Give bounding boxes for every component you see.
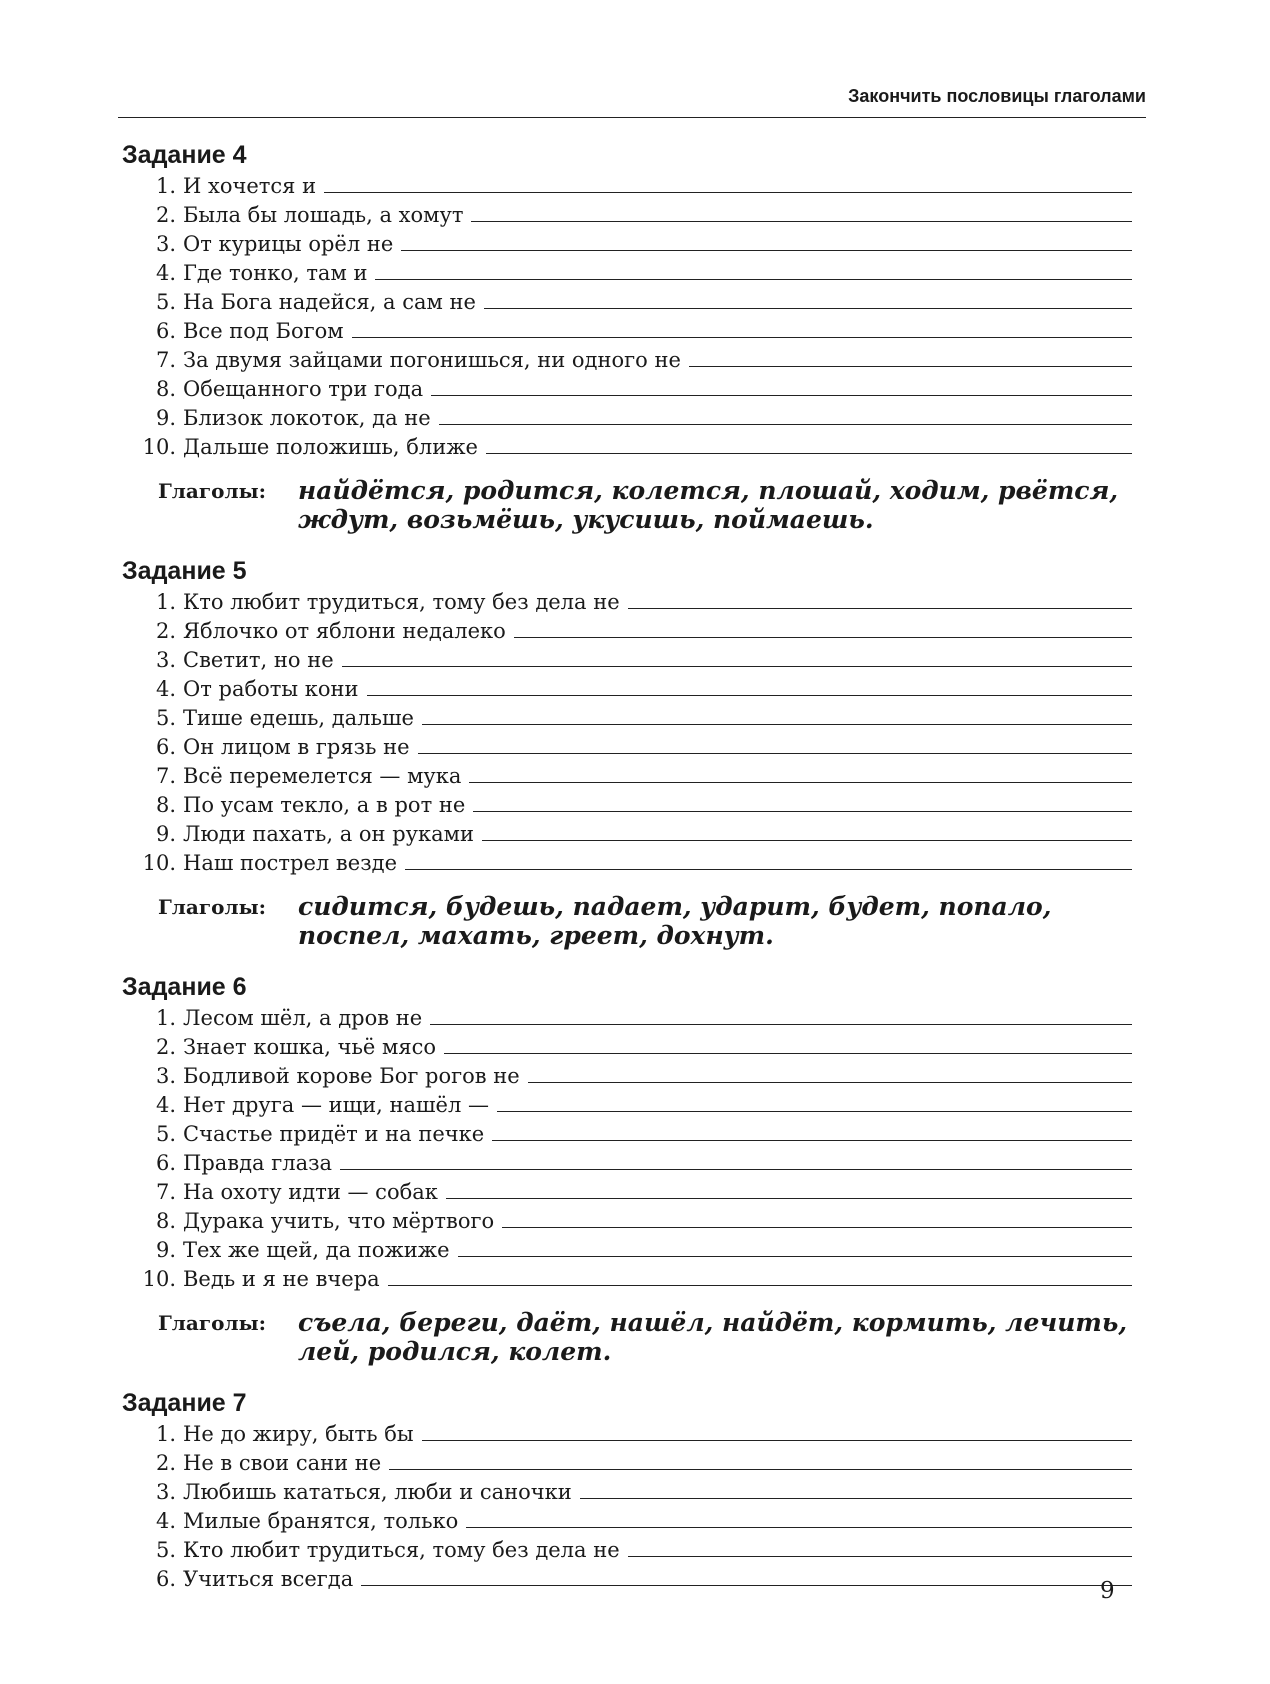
item-number: 1. [155,1422,176,1446]
answer-line[interactable] [458,1237,1133,1257]
proverb-item [122,404,1132,433]
proverb-start: Любишь кататься, люби и саночки [183,1480,572,1504]
item-number: 10. [142,1267,176,1291]
proverb-start: Где тонко, там и [183,261,368,285]
verbs-list: сидится, будешь, падает, ударит, будет, попало, поспел, махать, греет, дохнут. [298,892,1052,950]
item-number: 4. [155,1509,176,1533]
proverb-item [122,1004,1132,1033]
item-number: 4. [155,677,176,701]
verbs-block [122,476,1132,534]
answer-line[interactable] [689,347,1132,367]
answer-line[interactable] [473,792,1132,812]
verbs-label: Глаголы: [158,1311,266,1335]
proverb-start: От курицы орёл не [183,232,394,256]
answer-line[interactable] [352,318,1132,338]
verbs-label: Глаголы: [158,895,266,919]
answer-line[interactable] [430,1005,1132,1025]
proverb-item [122,588,1132,617]
proverb-start: Тех же щей, да пожиже [183,1238,450,1262]
proverb-start: И хочется и [183,174,317,198]
answer-line[interactable] [324,173,1132,193]
proverb-item [122,762,1132,791]
answer-line[interactable] [401,231,1132,251]
proverb-start: Наш пострел везде [183,851,397,875]
answer-line[interactable] [388,1266,1132,1286]
answer-line[interactable] [469,763,1132,783]
item-number: 3. [155,232,176,256]
item-number: 9. [155,1238,176,1262]
item-number: 2. [155,1451,176,1475]
proverb-item [122,646,1132,675]
item-number: 3. [155,1064,176,1088]
item-number: 6. [155,1567,176,1591]
proverb-start: Кто любит трудиться, тому без дела не [183,590,620,614]
item-number: 10. [142,435,176,459]
answer-line[interactable] [482,821,1132,841]
item-number: 6. [155,319,176,343]
proverb-item [122,820,1132,849]
proverb-start: Счастье придёт и на печке [183,1122,485,1146]
item-number: 5. [155,1538,176,1562]
proverb-start: Была бы лошадь, а хомут [183,203,464,227]
item-number: 5. [155,1122,176,1146]
proverb-item [122,433,1132,462]
answer-line[interactable] [486,434,1132,454]
proverb-start: За двумя зайцами погонишься, ни одного не [183,348,681,372]
proverb-start: Не в свои сани не [183,1451,382,1475]
proverb-item [122,1091,1132,1120]
proverb-list [122,588,1132,878]
proverb-item [122,1420,1132,1449]
item-number: 5. [155,290,176,314]
proverb-start: Всё перемелется — мука [183,764,462,788]
proverb-start: От работы кони [183,677,359,701]
proverb-item [122,1062,1132,1091]
answer-line[interactable] [340,1150,1132,1170]
item-number: 8. [155,793,176,817]
proverb-item [122,201,1132,230]
answer-line[interactable] [431,376,1132,396]
answer-line[interactable] [367,676,1132,696]
proverb-item [122,849,1132,878]
answer-line[interactable] [375,260,1132,280]
item-number: 1. [155,590,176,614]
item-number: 7. [155,348,176,372]
answer-line[interactable] [484,289,1132,309]
proverb-item [122,1478,1132,1507]
item-number: 9. [155,822,176,846]
proverb-item [122,1565,1132,1594]
answer-line[interactable] [466,1508,1132,1528]
verbs-block [122,892,1132,950]
proverb-item [122,1507,1132,1536]
item-number: 9. [155,406,176,430]
proverb-start: Тише едешь, дальше [183,706,414,730]
proverb-item [122,1265,1132,1294]
verbs-label: Глаголы: [158,479,266,503]
proverb-item [122,1149,1132,1178]
proverb-item [122,375,1132,404]
proverb-item [122,733,1132,762]
verbs-block [122,1308,1132,1366]
verbs-list: найдётся, родится, колется, плошай, ходим, рвётся, ждут, возьмёшь, укусишь, поймаешь. [298,476,1119,534]
answer-line[interactable] [628,1537,1132,1557]
answer-line[interactable] [580,1479,1132,1499]
proverb-list [122,172,1132,462]
proverb-item [122,259,1132,288]
item-number: 3. [155,648,176,672]
proverb-item [122,1449,1132,1478]
task-title: Задание 5 [122,557,247,585]
proverb-item [122,172,1132,201]
proverb-item [122,675,1132,704]
tasks-container [122,140,1132,1616]
proverb-start: Обещанного три года [183,377,424,401]
task-title: Задание 7 [122,1389,247,1417]
answer-line[interactable] [422,705,1132,725]
item-number: 7. [155,1180,176,1204]
proverb-item [122,230,1132,259]
task-5 [122,556,1132,950]
answer-line[interactable] [492,1121,1132,1141]
proverb-start: По усам текло, а в рот не [183,793,466,817]
answer-line[interactable] [389,1450,1132,1470]
proverb-item [122,1536,1132,1565]
item-number: 1. [155,1006,176,1030]
item-number: 4. [155,261,176,285]
task-title: Задание 6 [122,973,247,1001]
proverb-start: На Бога надейся, а сам не [183,290,476,314]
item-number: 8. [155,377,176,401]
answer-line[interactable] [446,1179,1132,1199]
proverb-start: Ведь и я не вчера [183,1267,380,1291]
proverb-item [122,1120,1132,1149]
proverb-start: Милые бранятся, только [183,1509,459,1533]
proverb-item [122,1236,1132,1265]
answer-line[interactable] [405,850,1132,870]
proverb-start: Близок локоток, да не [183,406,431,430]
page-number: 9 [1100,1578,1115,1604]
answer-line[interactable] [497,1092,1132,1112]
task-6 [122,972,1132,1366]
item-number: 4. [155,1093,176,1117]
proverb-start: Не до жиру, быть бы [183,1422,414,1446]
proverb-start: Светит, но не [183,648,334,672]
task-title: Задание 4 [122,141,247,169]
proverb-item [122,317,1132,346]
proverb-start: Люди пахать, а он руками [183,822,474,846]
proverb-start: Лесом шёл, а дров не [183,1006,423,1030]
item-number: 2. [155,1035,176,1059]
proverb-start: На охоту идти — собак [183,1180,438,1204]
proverb-start: Кто любит трудиться, тому без дела не [183,1538,620,1562]
proverb-start: Все под Богом [183,319,344,343]
answer-line[interactable] [514,618,1132,638]
proverb-item [122,1178,1132,1207]
proverb-start: Бодливой корове Бог рогов не [183,1064,520,1088]
proverb-list [122,1420,1132,1594]
proverb-start: Знает кошка, чьё мясо [183,1035,437,1059]
answer-line[interactable] [502,1208,1132,1228]
proverb-list [122,1004,1132,1294]
proverb-item [122,288,1132,317]
proverb-item [122,704,1132,733]
proverb-start: Яблочко от яблони недалеко [183,619,506,643]
item-number: 2. [155,203,176,227]
proverb-start: Правда глаза [183,1151,333,1175]
answer-line[interactable] [422,1421,1132,1441]
item-number: 3. [155,1480,176,1504]
item-number: 10. [142,851,176,875]
item-number: 6. [155,735,176,759]
answer-line[interactable] [444,1034,1132,1054]
proverb-start: Он лицом в грязь не [183,735,410,759]
answer-line[interactable] [342,647,1132,667]
proverb-item [122,617,1132,646]
item-number: 2. [155,619,176,643]
proverb-item [122,1207,1132,1236]
answer-line[interactable] [528,1063,1132,1083]
answer-line[interactable] [361,1566,1132,1586]
proverb-start: Нет друга — ищи, нашёл — [183,1093,489,1117]
proverb-item [122,346,1132,375]
task-4 [122,140,1132,534]
proverb-start: Дурака учить, что мёртвого [183,1209,495,1233]
proverb-item [122,1033,1132,1062]
proverb-start: Учиться всегда [183,1567,354,1591]
item-number: 1. [155,174,176,198]
item-number: 8. [155,1209,176,1233]
answer-line[interactable] [439,405,1132,425]
running-head: Закончить пословицы глаголами [848,86,1146,106]
answer-line[interactable] [628,589,1132,609]
item-number: 7. [155,764,176,788]
task-7 [122,1388,1132,1594]
verbs-list: съела, береги, даёт, нашёл, найдёт, кормить, лечить, лей, родился, колет. [298,1308,1128,1366]
item-number: 6. [155,1151,176,1175]
answer-line[interactable] [418,734,1132,754]
answer-line[interactable] [471,202,1132,222]
proverb-start: Дальше положишь, ближе [183,435,478,459]
header-rule [118,117,1146,118]
proverb-item [122,791,1132,820]
item-number: 5. [155,706,176,730]
